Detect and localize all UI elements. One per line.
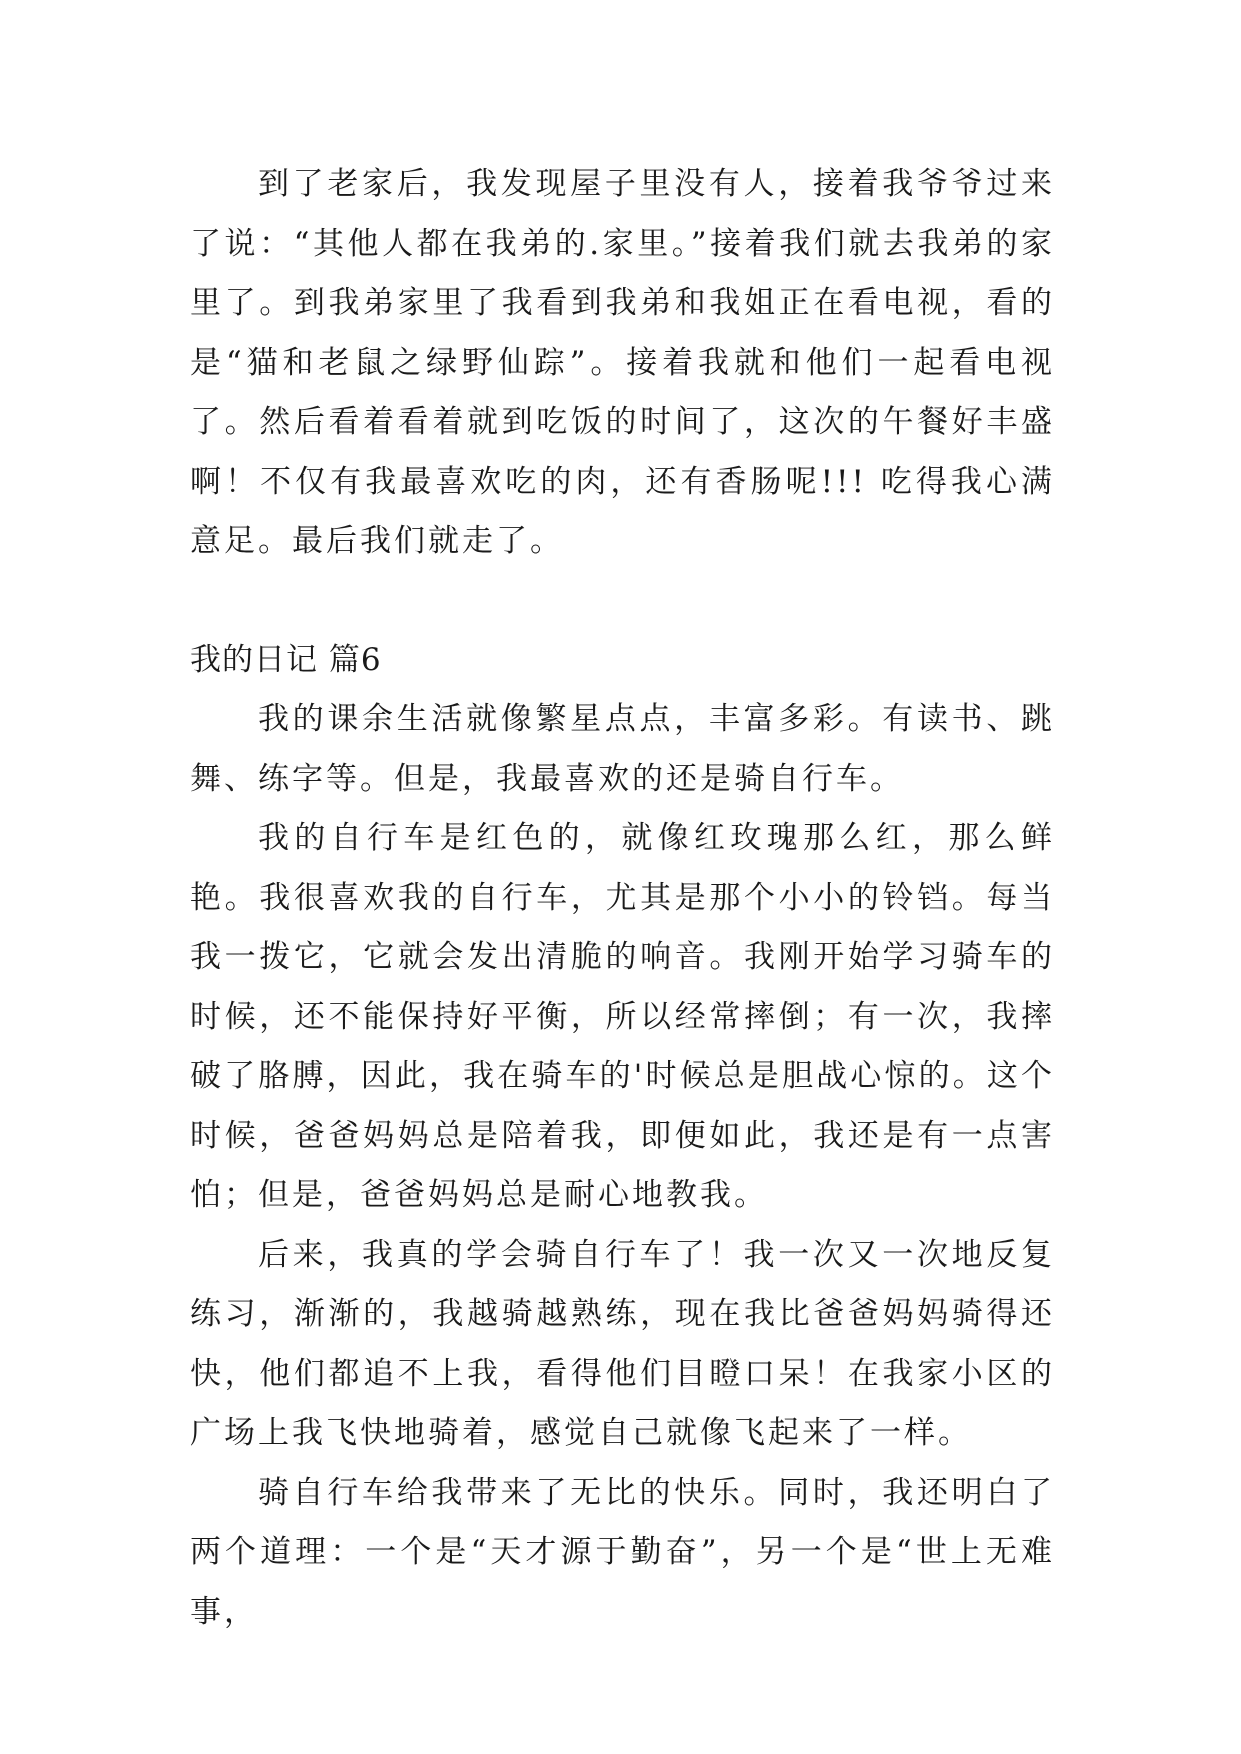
paragraph-4: 骑自行车给我带来了无比的快乐。同时，我还明白了两个道理：一个是“天才源于勤奋”，另一个是“世上无难事， bbox=[190, 1474, 1055, 1630]
paragraph-3: 后来，我真的学会骑自行车了！我一次又一次地反复练习，渐渐的，我越骑越熟练，现在我比爸爸妈妈骑得还快，他们都追不上我，看得他们目瞪口呆！在我家小区的广场上我飞快地骑着，感觉自己就像飞起来了一样。 bbox=[190, 1236, 1055, 1451]
intro-paragraph: 到了老家后，我发现屋子里没有人，接着我爷爷过来了说：“其他人都在我弟的.家里。”接着我们就去我弟的家里了。到我弟家里了我看到我弟和我姐正在看电视，看的是“猫和老鼠之绿野仙踪”。接着我就和他们一起看电视了。然后看着看着就到吃饭的时间了，这次的午餐好丰盛啊！不仅有我最喜欢吃的肉，还有香肠呢!!! 吃得我心满意足。最后我们就走了。 bbox=[190, 166, 1055, 559]
paragraph-1: 我的课余生活就像繁星点点，丰富多彩。有读书、跳舞、练字等。但是，我最喜欢的还是骑自行车。 bbox=[190, 701, 1055, 797]
paragraph-2: 我的自行车是红色的，就像红玫瑰那么红，那么鲜艳。我很喜欢我的自行车，尤其是那个小小的铃铛。每当我一拨它，它就会发出清脆的响音。我刚开始学习骑车的时候，还不能保持好平衡，所以经常摔倒；有一次，我摔破了胳膊，因此，我在骑车的'时候总是胆战心惊的。这个时候，爸爸妈妈总是陪着我，即便如此，我还是有一点害怕；但是，爸爸妈妈总是耐心地教我。 bbox=[190, 820, 1055, 1213]
section-title: 我的日记 篇6 bbox=[190, 641, 382, 678]
document-page bbox=[190, 155, 1055, 1642]
